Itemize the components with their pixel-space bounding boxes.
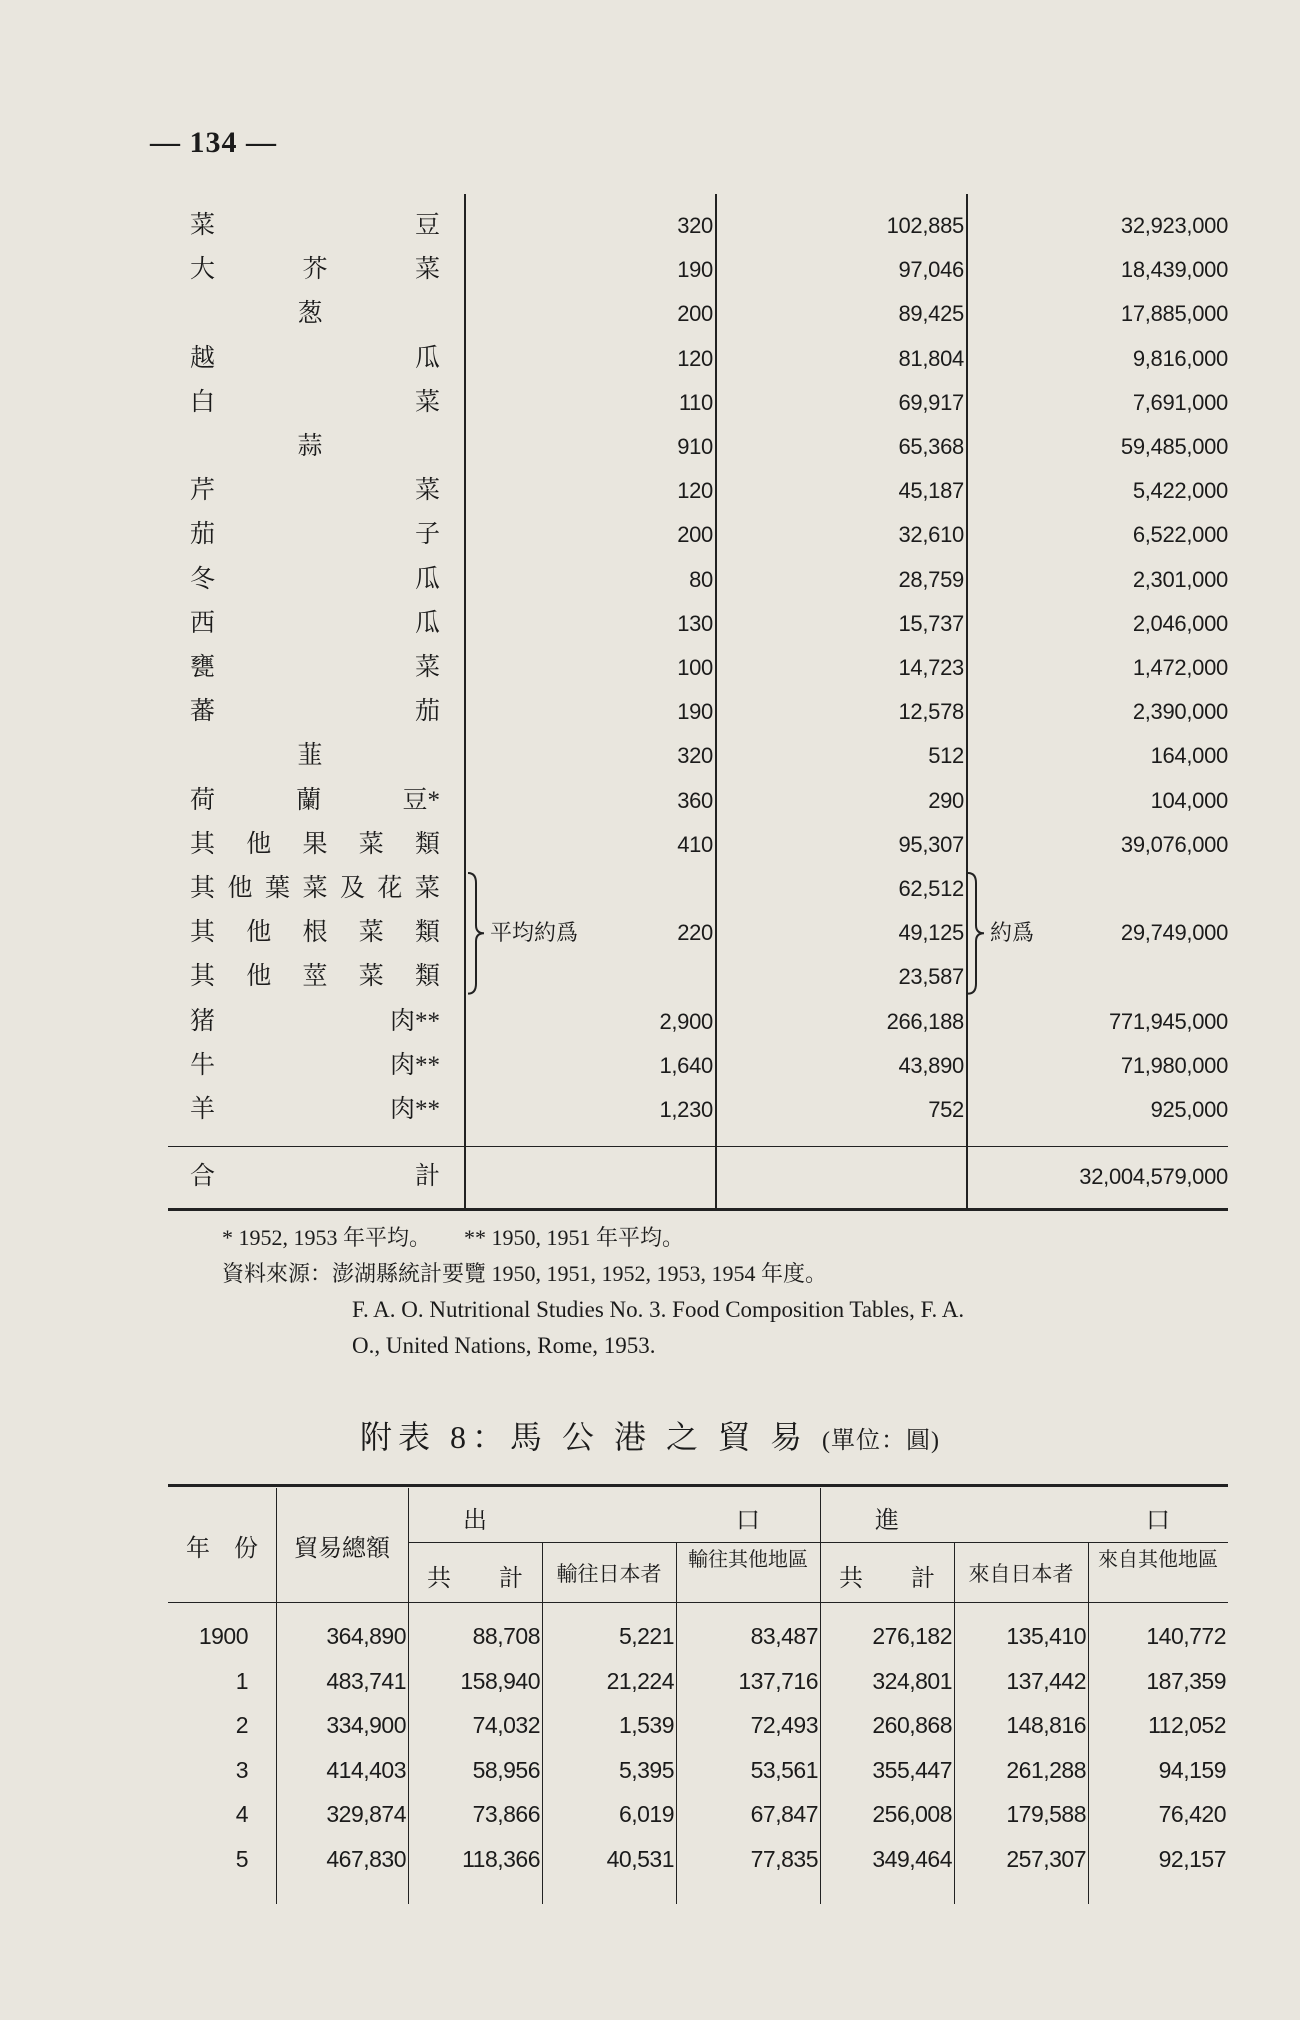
value-cell: 261,288 <box>1006 1756 1086 1783</box>
row-label-char: 蕃 <box>190 698 216 726</box>
table-row <box>168 690 1228 734</box>
per-capita-value: 120 <box>677 478 713 504</box>
value-cell: 324,801 <box>872 1667 952 1694</box>
per-capita-value: 410 <box>677 831 713 857</box>
amount-value: 59,485,000 <box>1120 434 1228 459</box>
value-cell: 88,708 <box>472 1623 540 1649</box>
header-from-other: 來自其他地區 <box>1098 1549 1218 1571</box>
amount-value: 39,076,000 <box>1120 831 1228 857</box>
value-cell: 94,159 <box>1158 1756 1226 1783</box>
quantity-value: 81,804 <box>898 345 964 371</box>
header-import-right: 口 <box>1146 1508 1170 1534</box>
value-cell: 67,847 <box>750 1801 818 1827</box>
per-capita-value: 190 <box>677 699 713 725</box>
per-capita-value: 200 <box>677 522 713 548</box>
value-cell: 112,052 <box>1148 1712 1226 1738</box>
value-cell: 118,366 <box>462 1845 540 1872</box>
row-label-char: 菜 <box>190 212 216 239</box>
per-capita-value: 320 <box>677 213 713 238</box>
row-label-char: 芥 <box>302 256 328 284</box>
row-label-char: 花 <box>377 875 403 902</box>
note-fao: F. A. O. Nutritional Studies No. 3. Food Composition Tables, F. A. <box>352 1297 965 1322</box>
row-label-char: 西 <box>190 609 216 637</box>
value-cell: 76,420 <box>1158 1801 1226 1827</box>
table-row <box>168 823 1228 867</box>
amount-value: 29,749,000 <box>1120 920 1228 946</box>
table-row <box>168 734 1228 778</box>
per-capita-value: 320 <box>677 743 713 769</box>
table-row <box>168 469 1228 513</box>
value-cell: 364,890 <box>326 1623 406 1649</box>
row-label <box>190 292 430 336</box>
table-row <box>168 292 1228 336</box>
row-label-char: 瓜 <box>414 344 440 372</box>
table-bottom-rule <box>168 1208 1228 1211</box>
total-label-char: 計 <box>414 1163 440 1191</box>
row-label-char: 葱 <box>297 300 323 328</box>
value-cell: 329,874 <box>326 1801 406 1827</box>
row-label-char: 菜 <box>358 919 384 947</box>
per-capita-value: 110 <box>678 389 713 415</box>
header-year: 年 份 <box>186 1536 258 1562</box>
table-row <box>168 1088 1228 1132</box>
quantity-value: 62,512 <box>898 876 964 901</box>
table-row <box>168 558 1228 602</box>
year-cell: 3 <box>235 1756 248 1783</box>
row-label-char: 菜 <box>358 830 384 858</box>
per-capita-value: 80 <box>689 566 713 592</box>
row-label <box>190 1000 440 1044</box>
total-label-char: 合 <box>190 1163 216 1191</box>
row-label <box>190 337 440 381</box>
value-cell: 256,008 <box>872 1801 952 1827</box>
table-row <box>168 513 1228 557</box>
row-label-char: 他 <box>246 963 272 991</box>
amount-value: 5,422,000 <box>1132 478 1228 504</box>
quantity-value: 28,759 <box>898 566 964 592</box>
amount-value: 7,691,000 <box>1132 389 1228 415</box>
table-row <box>168 1000 1228 1044</box>
year-cell: 5 <box>235 1845 248 1872</box>
value-cell: 349,464 <box>872 1845 952 1872</box>
row-label <box>190 1088 440 1132</box>
row-label-char: 韮 <box>297 742 323 770</box>
quantity-value: 97,046 <box>898 257 964 283</box>
page-number: — 134 — <box>150 126 277 159</box>
value-cell: 6,019 <box>618 1801 674 1827</box>
per-capita-value: 1,640 <box>659 1052 713 1078</box>
value-cell: 5,395 <box>618 1756 674 1783</box>
header-export-right: 口 <box>736 1508 760 1534</box>
row-label-char: 菜 <box>302 875 328 902</box>
value-cell: 179,588 <box>1006 1801 1086 1827</box>
amount-value: 6,522,000 <box>1132 522 1228 548</box>
column-divider <box>542 1542 543 1904</box>
table-row <box>168 646 1228 690</box>
per-capita-value: 360 <box>677 787 713 813</box>
quantity-value: 69,917 <box>898 389 964 415</box>
value-cell: 276,182 <box>872 1623 952 1649</box>
value-cell: 187,359 <box>1146 1667 1226 1694</box>
amount-value: 18,439,000 <box>1120 257 1228 283</box>
value-cell: 58,956 <box>472 1756 540 1783</box>
row-label <box>190 955 440 999</box>
row-label <box>190 204 440 248</box>
value-cell: 137,716 <box>738 1667 818 1694</box>
right-brace-icon <box>466 871 486 996</box>
table-row <box>168 955 1228 999</box>
row-label-char: 葉 <box>264 875 290 902</box>
amount-value: 104,000 <box>1150 787 1228 813</box>
row-label-char: 及 <box>339 875 365 902</box>
row-label <box>190 558 440 602</box>
header-import-left: 進 <box>875 1508 899 1534</box>
value-cell: 92,157 <box>1158 1845 1226 1872</box>
row-label-char: 荷 <box>190 786 216 814</box>
row-label <box>190 469 440 513</box>
amount-value: 2,301,000 <box>1132 566 1228 592</box>
value-cell: 74,032 <box>472 1712 540 1738</box>
header-to-other: 輸往其他地區 <box>688 1549 808 1571</box>
row-label-char: 他 <box>227 875 253 902</box>
header-bottom-rule <box>168 1602 1228 1603</box>
row-label-char: 蘭 <box>296 786 322 814</box>
table-caption <box>0 1412 1300 1458</box>
row-label <box>190 779 440 823</box>
row-label-char: 菜 <box>414 388 440 416</box>
table-row <box>168 425 1228 469</box>
table-row <box>168 204 1228 248</box>
caption-unit: (單位：圓) <box>822 1428 940 1454</box>
table-row <box>168 911 1228 955</box>
table-rule <box>168 1146 1228 1147</box>
row-label <box>190 690 440 734</box>
row-label-char: 猪 <box>190 1007 216 1035</box>
year-cell: 2 <box>235 1712 248 1738</box>
quantity-value: 65,368 <box>898 434 964 459</box>
quantity-value: 32,610 <box>898 522 964 548</box>
amount-value: 2,390,000 <box>1132 699 1228 725</box>
value-cell: 158,940 <box>460 1667 540 1694</box>
table-row <box>168 602 1228 646</box>
row-label-char: 菜 <box>414 875 440 902</box>
total-label <box>190 1154 440 1200</box>
quantity-value: 14,723 <box>898 655 964 680</box>
row-label <box>190 867 440 911</box>
per-capita-value: 1,230 <box>659 1097 713 1122</box>
quantity-value: 290 <box>928 787 964 813</box>
amount-value: 2,046,000 <box>1132 610 1228 636</box>
caption-title: 附表 8：馬 公 港 之 貿 易 <box>360 1419 809 1455</box>
row-label-char: 肉** <box>389 1096 440 1123</box>
year-cell: 1 <box>235 1667 248 1694</box>
per-capita-value: 190 <box>677 257 713 283</box>
table-row <box>168 381 1228 425</box>
value-cell: 83,487 <box>750 1623 818 1649</box>
row-label <box>190 381 440 425</box>
row-label-char: 瓜 <box>414 565 440 593</box>
quantity-value: 45,187 <box>898 478 964 504</box>
row-label-char: 類 <box>414 830 440 858</box>
amount-value: 17,885,000 <box>1120 301 1228 327</box>
amount-value: 32,923,000 <box>1120 213 1228 238</box>
row-label-char: 芹 <box>190 477 216 505</box>
row-label-char: 其 <box>190 919 216 947</box>
row-label-char: 果 <box>302 830 328 858</box>
row-label-char: 子 <box>414 521 440 549</box>
header-import-total: 共 計 <box>839 1566 935 1592</box>
row-label-char: 甕 <box>190 654 216 681</box>
row-label-char: 其 <box>190 963 216 991</box>
header-to-japan: 輸往日本者 <box>556 1562 662 1586</box>
value-cell: 135,410 <box>1006 1623 1086 1649</box>
table-top-rule <box>168 1484 1228 1487</box>
value-cell: 21,224 <box>606 1667 674 1694</box>
quantity-value: 752 <box>928 1097 964 1122</box>
column-divider <box>408 1488 409 1904</box>
value-cell: 73,866 <box>472 1801 540 1827</box>
row-label <box>190 513 440 557</box>
amount-value: 925,000 <box>1150 1097 1228 1122</box>
per-capita-value: 130 <box>677 610 713 636</box>
quantity-value: 89,425 <box>898 301 964 327</box>
amount-value: 9,816,000 <box>1132 345 1228 371</box>
per-capita-value: 100 <box>677 655 713 680</box>
row-label <box>190 425 430 469</box>
row-label <box>190 1044 440 1088</box>
amount-value: 164,000 <box>1150 743 1228 769</box>
amount-value: 1,472,000 <box>1132 655 1228 680</box>
row-label-char: 肉** <box>389 1007 440 1035</box>
column-divider <box>1088 1542 1089 1904</box>
per-capita-value: 200 <box>677 301 713 327</box>
total-row <box>168 1154 1228 1200</box>
row-label <box>190 602 440 646</box>
row-label <box>190 823 440 867</box>
right-brace-icon <box>966 871 986 996</box>
brace-label: 約爲 <box>990 920 1035 946</box>
row-label-char: 菜 <box>358 963 384 991</box>
row-label-char: 豆 <box>414 212 440 239</box>
note-un: O., United Nations, Rome, 1953. <box>352 1333 656 1358</box>
note-source: 資料來源：澎湖縣統計要覽 1950, 1951, 1952, 1953, 1954 年度。 <box>222 1261 828 1286</box>
row-label <box>190 646 440 690</box>
quantity-value: 23,587 <box>898 964 964 990</box>
header-export-left: 出 <box>463 1508 487 1534</box>
value-cell: 140,772 <box>1146 1623 1226 1649</box>
row-label-char: 根 <box>302 919 328 947</box>
row-label-char: 茄 <box>414 698 440 726</box>
quantity-value: 49,125 <box>898 920 964 946</box>
quantity-value: 12,578 <box>898 699 964 725</box>
value-cell: 148,816 <box>1006 1712 1086 1738</box>
header-export-total: 共 計 <box>427 1566 523 1592</box>
quantity-value: 266,188 <box>886 1008 964 1034</box>
quantity-value: 102,885 <box>886 213 964 238</box>
row-label-char: 他 <box>246 919 272 947</box>
table-row <box>168 248 1228 292</box>
amount-value: 71,980,000 <box>1120 1052 1228 1078</box>
row-label <box>190 911 440 955</box>
table-row <box>168 867 1228 911</box>
table-row <box>168 779 1228 823</box>
row-label-char: 菜 <box>414 654 440 681</box>
per-capita-value: 910 <box>677 434 713 459</box>
total-amount: 32,004,579,000 <box>1079 1164 1228 1190</box>
row-label-char: 瓜 <box>414 609 440 637</box>
row-label <box>190 248 440 292</box>
column-divider <box>820 1488 821 1904</box>
value-cell: 53,561 <box>750 1756 818 1783</box>
row-label-char: 豆* <box>402 786 440 814</box>
value-cell: 260,868 <box>872 1712 952 1738</box>
row-label-char: 菜 <box>414 256 440 284</box>
header-total: 貿易總額 <box>294 1536 390 1562</box>
note-averages: * 1952, 1953 年平均。 ** 1950, 1951 年平均。 <box>222 1225 685 1250</box>
row-label-char: 大 <box>190 256 216 284</box>
value-cell: 5,221 <box>618 1623 674 1649</box>
row-label-char: 他 <box>246 830 272 858</box>
value-cell: 40,531 <box>606 1845 674 1872</box>
row-label-char: 冬 <box>190 565 216 593</box>
header-from-japan: 來自日本者 <box>968 1562 1074 1586</box>
header-mid-rule <box>408 1542 1228 1543</box>
value-cell: 334,900 <box>326 1712 406 1738</box>
table-row <box>168 337 1228 381</box>
value-cell: 137,442 <box>1006 1667 1086 1694</box>
row-label-char: 白 <box>190 388 216 416</box>
quantity-value: 43,890 <box>898 1052 964 1078</box>
row-label-char: 其 <box>190 830 216 858</box>
year-cell: 1900 <box>198 1623 248 1649</box>
row-label-char: 牛 <box>190 1051 216 1079</box>
value-cell: 355,447 <box>872 1756 952 1783</box>
row-label-char: 茄 <box>190 521 216 549</box>
column-divider <box>954 1542 955 1904</box>
value-cell: 72,493 <box>750 1712 818 1738</box>
value-cell: 257,307 <box>1006 1845 1086 1872</box>
row-label-char: 莖 <box>302 963 328 991</box>
quantity-value: 512 <box>928 743 964 769</box>
value-cell: 1,539 <box>618 1712 674 1738</box>
row-label-char: 類 <box>414 919 440 947</box>
column-divider <box>676 1542 677 1904</box>
row-label-char: 類 <box>414 963 440 991</box>
value-cell: 483,741 <box>326 1667 406 1694</box>
quantity-value: 15,737 <box>898 610 964 636</box>
row-label <box>190 734 430 778</box>
per-capita-value: 220 <box>677 920 713 946</box>
value-cell: 467,830 <box>326 1845 406 1872</box>
quantity-value: 95,307 <box>898 831 964 857</box>
year-cell: 4 <box>235 1801 248 1827</box>
brace-label: 平均約爲 <box>490 920 579 946</box>
value-cell: 414,403 <box>326 1756 406 1783</box>
row-label-char: 越 <box>190 344 216 372</box>
table-row <box>168 1044 1228 1088</box>
row-label-char: 其 <box>190 875 216 902</box>
amount-value: 771,945,000 <box>1108 1008 1228 1034</box>
per-capita-value: 2,900 <box>659 1008 713 1034</box>
per-capita-value: 120 <box>677 345 713 371</box>
row-label-char: 蒜 <box>297 433 323 460</box>
row-label-char: 肉** <box>389 1051 440 1079</box>
row-label-char: 菜 <box>414 477 440 505</box>
value-cell: 77,835 <box>750 1845 818 1872</box>
row-label-char: 羊 <box>190 1096 216 1123</box>
